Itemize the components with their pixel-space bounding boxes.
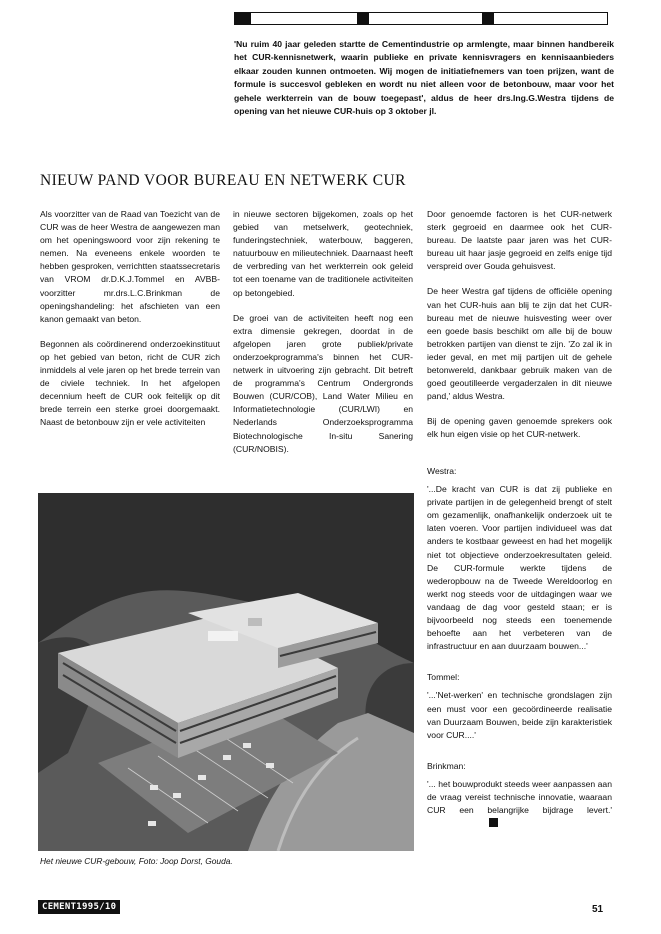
photo-caption: Het nieuwe CUR-gebouw, Foto: Joop Dorst, Gouda.	[40, 856, 233, 866]
article-headline: NIEUW PAND VOOR BUREAU EN NETWERK CUR	[40, 172, 406, 190]
magazine-issue-label: CEMENT1995/10	[38, 900, 120, 914]
building-aerial-photo	[38, 493, 414, 851]
end-of-article-mark	[489, 818, 498, 827]
body-paragraph: Door genoemde factoren is het CUR-netwerk sterk gegroeid en daarmee ook het CUR-bureau. De laatste paar jaren was het CUR-bureau uit haar jasje gegroeid en zelfs enige tijd verspreid over Gouda gehuisvest.	[427, 209, 612, 272]
quote-text	[427, 778, 612, 830]
quote-speaker: Tommel:	[427, 672, 460, 683]
intro-paragraph: 'Nu ruim 40 jaar geleden startte de Cementindustrie op armlengte, maar binnen handbereik het CUR-kennisnetwerk, waarin publieke en private kennisvragers en kennisaanbieders elkaar zouden kunnen ontmoeten. Wij mogen de initiatiefnemers van toen prijzen, want de formule is succesvol gebleken en wordt nu niet alleen voor de betonbouw, maar voor het gehele werkterrein van de bouw toegepast', aldus de heer drs.Ing.G.Westra tijdens de opening van het nieuwe CUR-huis op 3 oktober jl.	[234, 39, 614, 117]
quotes-column	[427, 465, 612, 848]
page-number: 51	[592, 904, 604, 915]
quote-speaker: Brinkman:	[427, 760, 466, 771]
quote-speaker: Westra:	[427, 466, 457, 476]
building-photo-illustration	[38, 493, 414, 851]
header-bar-block	[235, 13, 251, 24]
quote-text: '...De kracht van CUR is dat zij publieke en private partijen in de gelegenheid brengt of stelt om gezamenlijk, onafhankelijk onderzoek uit te laten voeren. Voor partijen individueel was dat anders te kostbaar geweest en had het mogelijk niet tot objectieve onderzoekresultaten geleid. De CUR-formule werkte tijdens de wederopbouw na de Tweede Wereldoorlog en werkt nog steeds voor de uitdagingen waar we vandaag de dag voor gesteld staan; er is bijvoorbeeld nog steeds een toenemende behoefte aan het verbeteren van de infrastructuur en aan duurzaam bouwen...'	[427, 484, 612, 652]
body-paragraph: Begonnen als coördinerend onderzoekinstituut op het gebied van beton, richt de CUR zich inmiddels al vele jaren op het brede terrein van de civiele techniek. In het afgelopen decennium heeft de CUR ook feitelijk op dit brede terrein een sterke groei doorgemaakt. Naast de betonbouw zijn er vele activiteiten	[40, 338, 220, 428]
header-bar-block	[482, 13, 494, 24]
body-paragraph: in nieuwe sectoren bijgekomen, zoals op het gebied van metselwerk, geotechniek, funderingstechniek, waterbouw, baggeren, natuurbouw en milieutechniek. Daarnaast heeft de verbreding van het werkterrein ook geleid tot een toename van de traditionele activiteiten op betongebied.	[233, 209, 413, 298]
body-paragraph: De groei van de activiteiten heeft nog een extra dimensie gekregen, doordat in de afgelopen jaren grote publiek/private onderzoekprogramma's binnen het CUR-netwerk in uitvoering zijn gebracht. Dit betreft de programma's Centrum Ondergronds Bouwen (CUR/COB), Land Water Milieu en Informatietechnologie (CUR/LWI) en Nederlands Onderzoeksprogramma Biotechnologische In-situ Sanering (CUR/NOBIS).	[233, 312, 413, 454]
body-paragraph: Als voorzitter van de Raad van Toezicht van de CUR was de heer Westra de aangewezen man om het openingswoord voor zijn rekening te nemen. Na eveneens enkele woorden te hebben gesproken, verrichtten staatssecretaris van VROM dr.D.K.J.Tommel en AVBB-voorzitter mr.drs.L.C.Brinkman de openingshandeling: het afschieten van een kanon gemaakt van beton.	[40, 209, 220, 324]
quote-text-body: '... het bouwprodukt steeds weer aanpassen aan de vraag vereist technische innovatie, waaraan CUR een belangrijke bijdrage levert.'	[427, 778, 612, 816]
body-paragraph: Bij de opening gaven genoemde sprekers ook elk hun eigen visie op het CUR-netwerk.	[427, 416, 612, 440]
body-column-2	[233, 208, 413, 468]
quote-text: '...'Net-werken' en technische grondslagen zijn een must voor een gecoördineerde realisatie van Duurzaam Bouwen, beide zijn karakteristiek voor CUR....'	[427, 690, 612, 740]
header-rule-bar	[234, 12, 608, 25]
body-paragraph: De heer Westra gaf tijdens de officiële opening van het CUR-huis aan blij te zijn dat het CUR-bureau met de nieuwe huisvesting weer over een goede basis beschikt om alle bij de bouw betrokken partijen van dienst te zijn. 'Zo zal ik in ieder geval, en met mij partijen uit de gehele betonwereld, dankbaar gebruik maken van de goed geoutilleerde vergaderzalen in dit nieuwe pand,' aldus Westra.	[427, 286, 612, 402]
header-bar-block	[357, 13, 369, 24]
body-column-1	[40, 208, 220, 442]
body-column-3	[427, 208, 612, 454]
